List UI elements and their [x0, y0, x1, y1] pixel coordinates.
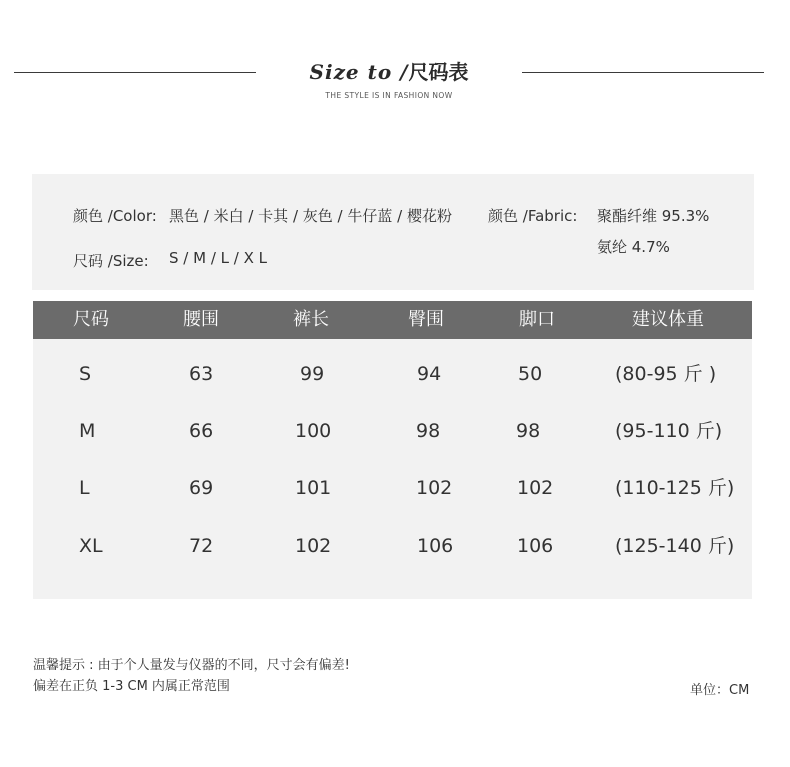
size-table — [33, 301, 752, 599]
header-waist: 腰围 — [183, 309, 219, 330]
product-info-panel — [32, 174, 754, 290]
table-cell-size: S — [79, 363, 92, 385]
color-value: 黑色 / 米白 / 卡其 / 灰色 / 牛仔蓝 / 樱花粉 — [169, 207, 452, 225]
size-table-header — [33, 301, 752, 339]
table-cell-length: 99 — [300, 363, 325, 385]
table-cell-weight: (95-110 斤) — [615, 420, 723, 442]
fabric-value-line1: 聚酯纤维 95.3% — [597, 207, 710, 225]
table-cell-length: 102 — [295, 535, 332, 557]
table-cell-waist: 63 — [189, 363, 214, 385]
fabric-label: 颜色 /Fabric: — [488, 207, 578, 225]
header-weight: 建议体重 — [632, 309, 704, 330]
table-cell-hip: 102 — [416, 477, 453, 499]
table-cell-size: XL — [79, 535, 103, 557]
page-subtitle: THE STYLE IS IN FASHION NOW — [325, 91, 453, 100]
page-title-cn: 尺码表 — [408, 60, 469, 84]
fabric-value-line2: 氨纶 4.7% — [597, 238, 670, 256]
header-hem: 脚口 — [519, 309, 555, 330]
table-cell-waist: 69 — [189, 477, 214, 499]
measurement-note-line1: 温馨提示 : 由于个人量发与仪器的不同，尺寸会有偏差! — [33, 658, 350, 673]
color-label: 颜色 /Color: — [73, 207, 157, 225]
title-divider-right — [522, 72, 764, 73]
header-hip: 臀围 — [408, 309, 444, 330]
table-cell-hem: 102 — [517, 477, 554, 499]
table-cell-size: L — [79, 477, 90, 499]
measurement-note-line2: 偏差在正负 1-3 CM 内属正常范围 — [33, 679, 230, 694]
table-cell-weight: (125-140 斤) — [615, 535, 735, 557]
table-cell-length: 100 — [295, 420, 332, 442]
page-title-en: Size to / — [309, 60, 409, 84]
table-cell-weight: (110-125 斤) — [615, 477, 735, 499]
page-title — [256, 56, 522, 85]
table-cell-size: M — [79, 420, 96, 442]
table-cell-weight: (80-95 斤 ) — [615, 363, 717, 385]
table-cell-hip: 94 — [417, 363, 442, 385]
table-cell-hem: 106 — [517, 535, 554, 557]
table-cell-hem: 50 — [518, 363, 543, 385]
header-length: 裤长 — [293, 309, 329, 330]
table-cell-hip: 98 — [416, 420, 441, 442]
header-size: 尺码 — [73, 309, 109, 330]
table-cell-length: 101 — [295, 477, 332, 499]
unit-label: 单位：CM — [690, 683, 750, 698]
table-cell-hip: 106 — [417, 535, 454, 557]
size-value: S / M / L / X L — [169, 249, 267, 267]
table-cell-hem: 98 — [516, 420, 541, 442]
table-cell-waist: 72 — [189, 535, 214, 557]
size-label: 尺码 /Size: — [73, 252, 149, 270]
title-divider-left — [14, 72, 256, 73]
table-cell-waist: 66 — [189, 420, 214, 442]
